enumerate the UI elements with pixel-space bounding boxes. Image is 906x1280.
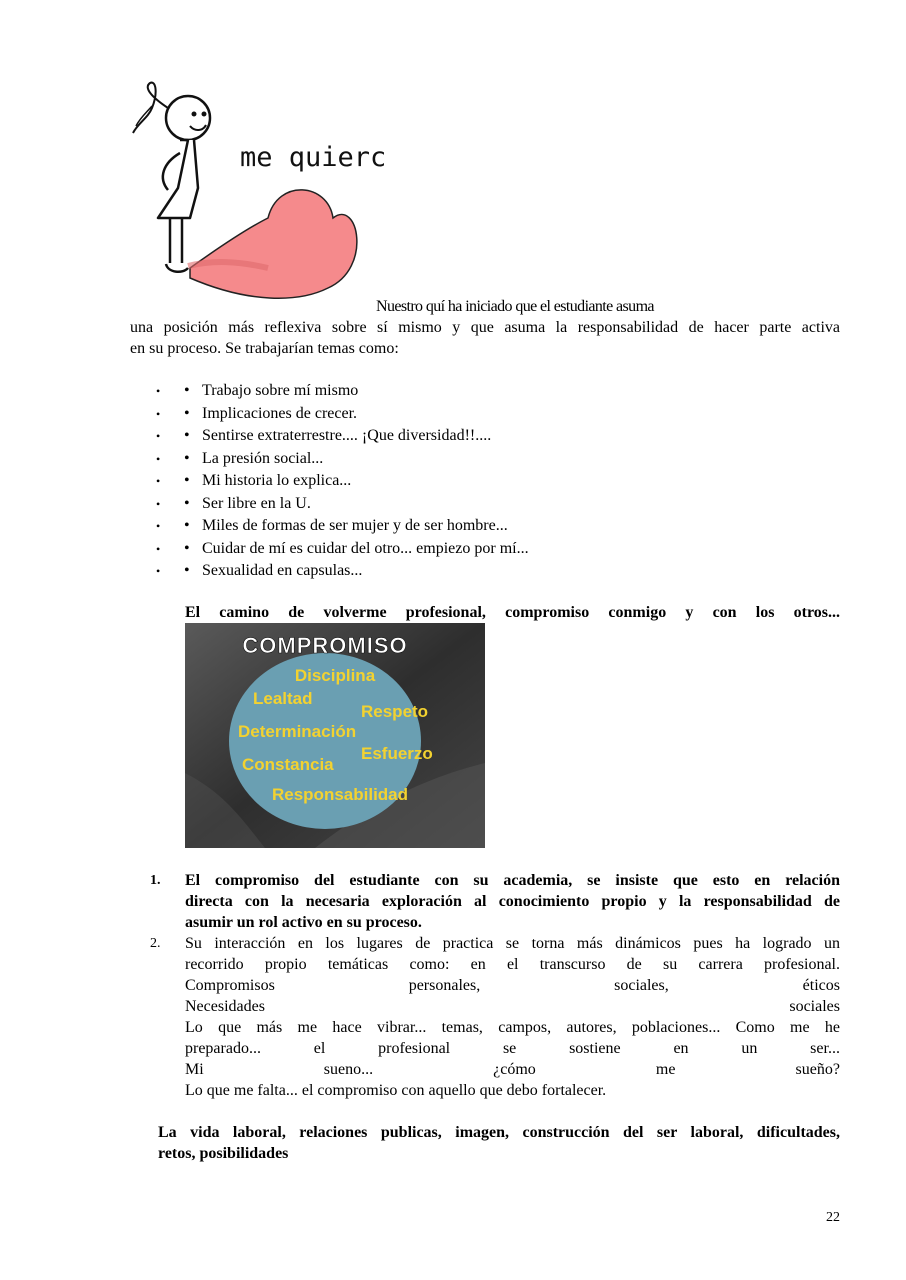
closing-heading: La vida laboral, relaciones publicas, imagen, construcción del ser laboral, dificultades, retos, posibilidades — [158, 1124, 840, 1162]
intro-line-2: en su proceso. Se trabajarían temas como: — [130, 340, 399, 357]
word-respeto: Respeto — [361, 702, 429, 721]
heart-shape — [190, 190, 357, 298]
compromiso-image — [185, 623, 485, 848]
intro-line-1: una posición más reflexiva sobre sí mismo y que asuma la responsabilidad de hacer parte activa — [130, 319, 840, 336]
word-determinacion: Determinación — [238, 722, 357, 741]
overlap-text-line: Nuestro quí ha iniciado que el estudiante asuma — [376, 298, 654, 315]
item-number: 1. — [150, 873, 161, 888]
word-lealtad: Lealtad — [253, 689, 313, 708]
cartoon-text: me quierc — [240, 142, 387, 173]
section-heading: El camino de volverme profesional, compromiso conmigo y con los otros... — [185, 604, 840, 621]
compromiso-title: COMPROMISO — [242, 633, 408, 658]
spread-row: Mi sueno... ¿cómo me sueño? — [185, 1061, 840, 1078]
numbered-item-1: El compromiso del estudiante con su academia, se insiste que esto en relación directa con la necesaria exploración al conocimiento propio y la responsabilidad de asumir un rol activo en su proceso. — [185, 872, 840, 931]
spread-row: Necesidades sociales — [185, 998, 840, 1015]
spread-row: preparado... el profesional se sostiene en un ser... — [185, 1040, 840, 1057]
item-number: 2. — [150, 936, 161, 951]
spread-row: Compromisos personales, sociales, éticos — [185, 977, 840, 994]
word-constancia: Constancia — [242, 755, 334, 774]
numbered-item-2: Su interacción en los lugares de practica se torna más dinámicos pues ha logrado un recorrido propio temáticas como: en el transcurso de su carrera profesional. Compromisos personales, sociales, éticos Necesidades sociales Lo que más me hace vibrar... temas, campos, autores, poblaciones... Como me he preparado... el profesional se sostiene en un ser... Mi sueno... ¿cómo me sueño? Lo que me falta... el compromiso con aquello que debo fortalecer. — [185, 935, 840, 1099]
page-number: 22 — [826, 1210, 840, 1225]
word-responsabilidad: Responsabilidad — [271, 785, 409, 804]
word-disciplina: Disciplina — [294, 666, 376, 685]
word-esfuerzo: Esfuerzo — [361, 744, 433, 763]
cartoon-girl-heart-image — [128, 78, 388, 308]
